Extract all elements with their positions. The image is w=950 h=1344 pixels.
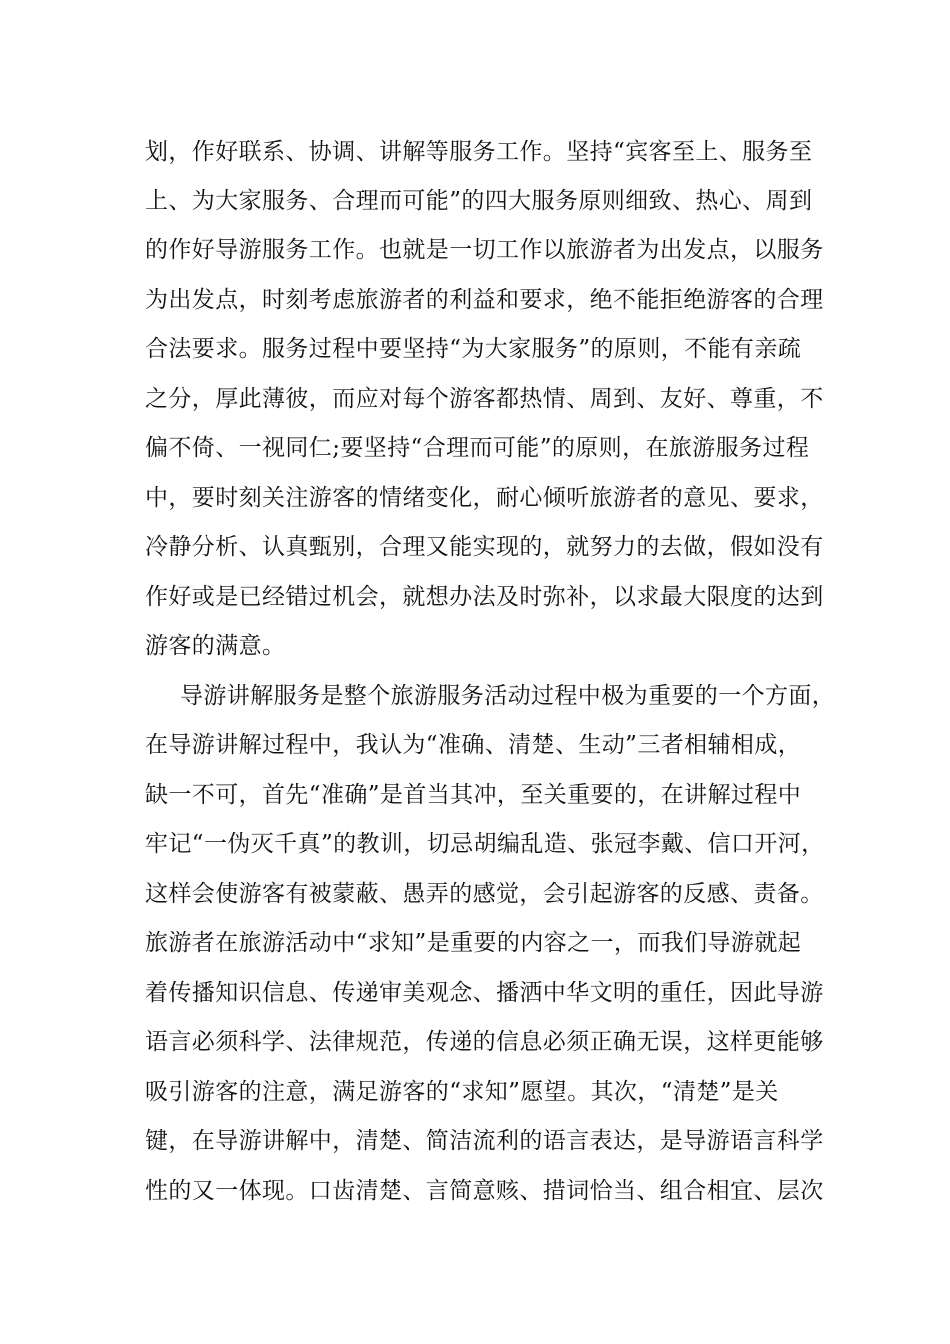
- text-line: 冷静分析、认真甄别，合理又能实现的，就努力的去做，假如没有: [145, 534, 824, 560]
- text-line: 为出发点，时刻考虑旅游者的利益和要求，绝不能拒绝游客的合理: [145, 287, 824, 313]
- text-line: 偏不倚、一视同仁;要坚持“合理而可能”的原则，在旅游服务过程: [145, 435, 810, 461]
- text-line: 之分，厚此薄彼，而应对每个游客都热情、周到、友好、尊重，不: [145, 386, 824, 412]
- text-line: 吸引游客的注意，满足游客的“求知”愿望。其次，“清楚”是关: [145, 1079, 779, 1105]
- paragraph-first-line: 导游讲解服务是整个旅游服务活动过程中极为重要的一个方面，: [180, 683, 836, 709]
- text-line: 作好或是已经错过机会，就想办法及时弥补，以求最大限度的达到: [145, 584, 824, 610]
- text-line: 中，要时刻关注游客的情绪变化，耐心倾听旅游者的意见、要求，: [145, 485, 824, 511]
- text-line: 这样会使游客有被蒙蔽、愚弄的感觉，会引起游客的反感、责备。: [145, 881, 824, 907]
- text-line: 键，在导游讲解中，清楚、简洁流利的语言表达，是导游语言科学: [145, 1128, 824, 1154]
- text-line: 着传播知识信息、传递审美观念、播洒中华文明的重任，因此导游: [145, 980, 824, 1006]
- text-line: 语言必须科学、法律规范，传递的信息必须正确无误，这样更能够: [145, 1029, 824, 1055]
- text-line: 游客的满意。: [145, 633, 286, 659]
- text-line: 的作好导游服务工作。也就是一切工作以旅游者为出发点，以服务: [145, 237, 824, 263]
- text-line: 缺一不可，首先“准确”是首当其冲，至关重要的，在讲解过程中: [145, 782, 802, 808]
- text-line: 在导游讲解过程中，我认为“准确、清楚、生动”三者相辅相成，: [145, 732, 802, 758]
- text-line: 牢记“一伪灭千真”的教训，切忌胡编乱造、张冠李戴、信口开河，: [145, 831, 825, 857]
- text-line: 合法要求。服务过程中要坚持“为大家服务”的原则，不能有亲疏: [145, 336, 802, 362]
- text-line: 上、为大家服务、合理而可能”的四大服务原则细致、热心、周到: [145, 188, 813, 214]
- text-line: 旅游者在旅游活动中“求知”是重要的内容之一，而我们导游就起: [145, 930, 802, 956]
- text-line: 划，作好联系、协调、讲解等服务工作。坚持“宾客至上、服务至: [145, 139, 813, 165]
- text-line: 性的又一体现。口齿清楚、言简意赅、措词恰当、组合相宜、层次: [145, 1178, 824, 1204]
